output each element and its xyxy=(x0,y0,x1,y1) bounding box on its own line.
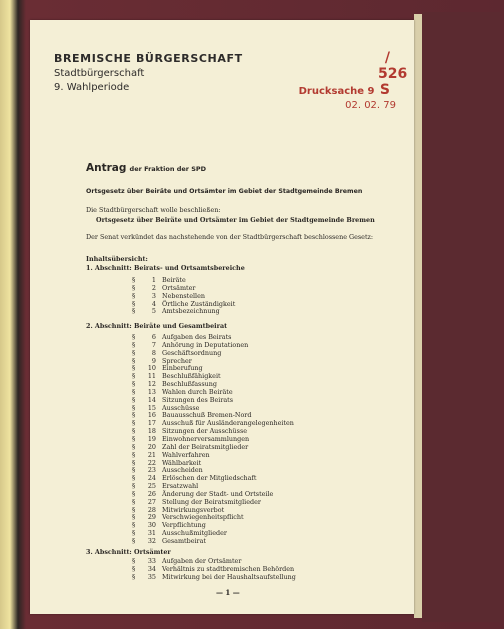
section-list-1 xyxy=(132,276,235,315)
toc-entry xyxy=(132,404,294,412)
toc-heading: Inhaltsübersicht: xyxy=(86,255,148,263)
paragraph-number: 12 xyxy=(147,380,156,389)
paragraph-sign: § xyxy=(132,458,136,467)
toc-entry xyxy=(132,372,294,380)
toc-entry xyxy=(132,292,235,300)
toc-entry xyxy=(132,537,294,545)
paragraph-title: Ausschüsse xyxy=(162,403,200,412)
paragraph-title: Sitzungen des Beirats xyxy=(162,395,234,404)
toc-entry xyxy=(132,380,294,388)
paragraph-sign: § xyxy=(132,529,136,538)
toc-entry xyxy=(132,276,235,284)
document-page xyxy=(30,20,414,614)
paragraph-number: 25 xyxy=(147,482,156,491)
paragraph-sign: § xyxy=(132,572,136,581)
paragraph-title: Aufgaben des Beirats xyxy=(162,333,232,341)
paragraph-sign: § xyxy=(132,380,136,389)
paragraph-number: 24 xyxy=(147,474,156,483)
toc-entry xyxy=(132,435,294,443)
page-stack-edge xyxy=(414,14,422,618)
paragraph-sign: § xyxy=(132,442,136,451)
paragraph-title: Ausschußmitglieder xyxy=(162,529,227,538)
toc-entry xyxy=(132,443,294,451)
section-list-3 xyxy=(132,557,296,581)
document-date: 02. 02. 79 xyxy=(345,100,396,111)
paragraph-number: 7 xyxy=(151,340,156,349)
letterhead xyxy=(54,52,243,93)
document-title: Ortsgesetz über Beiräte und Ortsämter im Gebiet der Stadtgemeinde Bremen xyxy=(86,188,363,195)
paragraph-title: Amtsbezeichnung xyxy=(162,307,220,316)
toc-entry xyxy=(132,490,294,498)
toc-entry xyxy=(132,396,294,404)
toc-entry xyxy=(132,565,296,573)
paragraph-sign: § xyxy=(132,356,136,365)
toc-entry xyxy=(132,333,294,341)
section-title-3: 3. Abschnitt: Ortsämter xyxy=(86,548,171,556)
paragraph-title: Gesamtbeirat xyxy=(162,536,206,545)
paragraph-title: Erlöschen der Mitgliedschaft xyxy=(162,474,257,483)
paragraph-sign: § xyxy=(132,348,136,357)
toc-entry xyxy=(132,506,294,514)
paragraph-sign: § xyxy=(132,482,136,491)
paragraph-sign: § xyxy=(132,513,136,522)
toc-entry xyxy=(132,300,235,308)
paragraph-number: 29 xyxy=(147,513,156,522)
paragraph-title: Verschwiegenheitspflicht xyxy=(162,513,244,522)
paragraph-number: 20 xyxy=(147,442,156,451)
paragraph-number: 18 xyxy=(147,427,156,436)
paragraph-sign: § xyxy=(132,536,136,545)
paragraph-title: Geschäftsordnung xyxy=(162,348,222,357)
paragraph-title: Stellung der Beiratsmitglieder xyxy=(162,497,261,506)
toc-entry xyxy=(132,419,294,427)
paragraph-number: 8 xyxy=(151,348,156,357)
paragraph-title: Beschlußfähigkeit xyxy=(162,372,221,381)
toc-entry xyxy=(132,357,294,365)
paragraph-number: 28 xyxy=(147,505,156,514)
toc-entry xyxy=(132,573,296,581)
paragraph-number: 16 xyxy=(147,411,156,420)
toc-entry xyxy=(132,364,294,372)
paragraph-number: 23 xyxy=(147,466,156,475)
toc-entry xyxy=(132,411,294,419)
paragraph-number: 32 xyxy=(147,536,156,545)
paragraph-number: 5 xyxy=(151,307,156,316)
toc-entry xyxy=(132,307,235,315)
paragraph-number: 34 xyxy=(147,564,156,573)
toc-entry xyxy=(132,388,294,396)
paragraph-title: Änderung der Stadt- und Ortsteile xyxy=(162,489,274,498)
paragraph-number: 2 xyxy=(151,283,156,292)
legislative-period: 9. Wahlperiode xyxy=(54,82,130,93)
toc-entry xyxy=(132,498,294,506)
paragraph-sign: § xyxy=(132,450,136,459)
law-title: Ortsgesetz über Beiräte und Ortsämter im Gebiet der Stadtgemeinde Bremen xyxy=(96,216,375,224)
paragraph-sign: § xyxy=(132,403,136,412)
paragraph-sign: § xyxy=(132,434,136,443)
paragraph-number: 11 xyxy=(147,372,156,381)
paragraph-title: Beiräte xyxy=(162,276,186,284)
paragraph-number: 3 xyxy=(151,291,156,300)
binder-cover xyxy=(422,12,500,622)
paragraph-number: 14 xyxy=(147,395,156,404)
organization-name: BREMISCHE BÜRGERSCHAFT xyxy=(54,52,243,65)
toc-entry xyxy=(132,482,294,490)
toc-entry xyxy=(132,451,294,459)
paragraph-number: 4 xyxy=(151,299,156,308)
paragraph-title: Sitzungen der Ausschüsse xyxy=(162,427,248,436)
paragraph-sign: § xyxy=(132,395,136,404)
paragraph-number: 1 xyxy=(151,276,156,284)
paragraph-sign: § xyxy=(132,521,136,530)
paragraph-title: Ausschuß für Ausländerangelegenheiten xyxy=(162,419,294,428)
paragraph-sign: § xyxy=(132,276,136,284)
paragraph-number: 9 xyxy=(151,356,156,365)
paragraph-title: Anhörung in Deputationen xyxy=(162,340,249,349)
paragraph-number: 22 xyxy=(147,458,156,467)
paragraph-number: 26 xyxy=(147,489,156,498)
paragraph-sign: § xyxy=(132,411,136,420)
toc-entry xyxy=(132,427,294,435)
paragraph-title: Ortsämter xyxy=(162,283,196,292)
paragraph-sign: § xyxy=(132,557,136,565)
paragraph-title: Aufgaben der Ortsämter xyxy=(162,557,242,565)
paragraph-number: 21 xyxy=(147,450,156,459)
section-title-2: 2. Abschnitt: Beiräte und Gesamtbeirat xyxy=(86,322,228,330)
paragraph-title: Örtliche Zuständigkeit xyxy=(162,299,236,308)
paragraph-title: Verpflichtung xyxy=(162,521,206,530)
paragraph-sign: § xyxy=(132,299,136,308)
paragraph-number: 31 xyxy=(147,529,156,538)
motion-originator: der Fraktion der SPD xyxy=(129,165,207,173)
paragraph-number: 30 xyxy=(147,521,156,530)
toc-entry xyxy=(132,529,294,537)
drucksache-number: / 526 S xyxy=(378,50,408,98)
toc-entry xyxy=(132,349,294,357)
paragraph-number: 10 xyxy=(147,364,156,373)
drucksache-label: Drucksache 9 xyxy=(298,86,375,97)
paragraph-sign: § xyxy=(132,372,136,381)
paragraph-sign: § xyxy=(132,419,136,428)
toc-entry xyxy=(132,557,296,565)
paragraph-title: Wahlen durch Beiräte xyxy=(162,387,233,396)
paragraph-number: 15 xyxy=(147,403,156,412)
page-number: — 1 — xyxy=(216,588,240,597)
toc-entry xyxy=(132,513,294,521)
paragraph-sign: § xyxy=(132,307,136,316)
paragraph-title: Ersatzwahl xyxy=(162,482,199,491)
paragraph-sign: § xyxy=(132,466,136,475)
paragraph-number: 19 xyxy=(147,434,156,443)
paragraph-title: Einberufung xyxy=(162,364,203,373)
document-reference xyxy=(298,50,408,111)
paragraph-sign: § xyxy=(132,497,136,506)
paragraph-sign: § xyxy=(132,387,136,396)
paragraph-sign: § xyxy=(132,505,136,514)
paragraph-title: Mitwirkungsverbot xyxy=(162,505,225,514)
paragraph-number: 35 xyxy=(147,572,156,581)
motion-label: Antrag xyxy=(86,162,127,174)
paragraph-title: Nebenstellen xyxy=(162,291,205,300)
toc-entry xyxy=(132,521,294,529)
paragraph-title: Beschlußfassung xyxy=(162,380,217,389)
toc-entry xyxy=(132,341,294,349)
section-list-2 xyxy=(132,333,294,545)
section-title-1: 1. Abschnitt: Beirats- und Ortsamtsbereiche xyxy=(86,264,245,272)
paragraph-title: Zahl der Beiratsmitglieder xyxy=(162,442,249,451)
chamber-name: Stadtbürgerschaft xyxy=(54,68,145,79)
paragraph-number: 27 xyxy=(147,497,156,506)
paragraph-title: Sprecher xyxy=(162,356,192,365)
paragraph-number: 13 xyxy=(147,387,156,396)
paragraph-sign: § xyxy=(132,564,136,573)
motion-heading xyxy=(86,162,206,174)
paragraph-title: Verhältnis zu stadtbremischen Behörden xyxy=(162,564,295,573)
toc-entry xyxy=(132,459,294,467)
toc-entry xyxy=(132,474,294,482)
drucksache-line xyxy=(298,50,408,98)
toc-entry xyxy=(132,284,235,292)
paragraph-title: Ausscheiden xyxy=(162,466,203,475)
paragraph-number: 33 xyxy=(147,557,156,565)
paragraph-sign: § xyxy=(132,283,136,292)
paragraph-number: 6 xyxy=(151,333,156,341)
paragraph-sign: § xyxy=(132,333,136,341)
paragraph-title: Wahlverfahren xyxy=(162,450,210,459)
promulgation-text: Der Senat verkündet das nachstehende von der Stadtbürgerschaft beschlossene Gesetz: xyxy=(86,233,374,241)
paragraph-sign: § xyxy=(132,489,136,498)
paragraph-sign: § xyxy=(132,427,136,436)
toc-entry xyxy=(132,466,294,474)
paragraph-sign: § xyxy=(132,340,136,349)
paragraph-title: Mitwirkung bei der Haushaltsaufstellung xyxy=(162,572,296,581)
paragraph-title: Wählbarkeit xyxy=(162,458,202,467)
paragraph-sign: § xyxy=(132,291,136,300)
paragraph-number: 17 xyxy=(147,419,156,428)
paragraph-sign: § xyxy=(132,474,136,483)
paragraph-title: Einwohnerversammlungen xyxy=(162,434,250,443)
resolution-text: Die Stadtbürgerschaft wolle beschließen: xyxy=(86,206,221,214)
paragraph-title: Bauausschuß Bremen-Nord xyxy=(162,411,252,420)
paragraph-sign: § xyxy=(132,364,136,373)
